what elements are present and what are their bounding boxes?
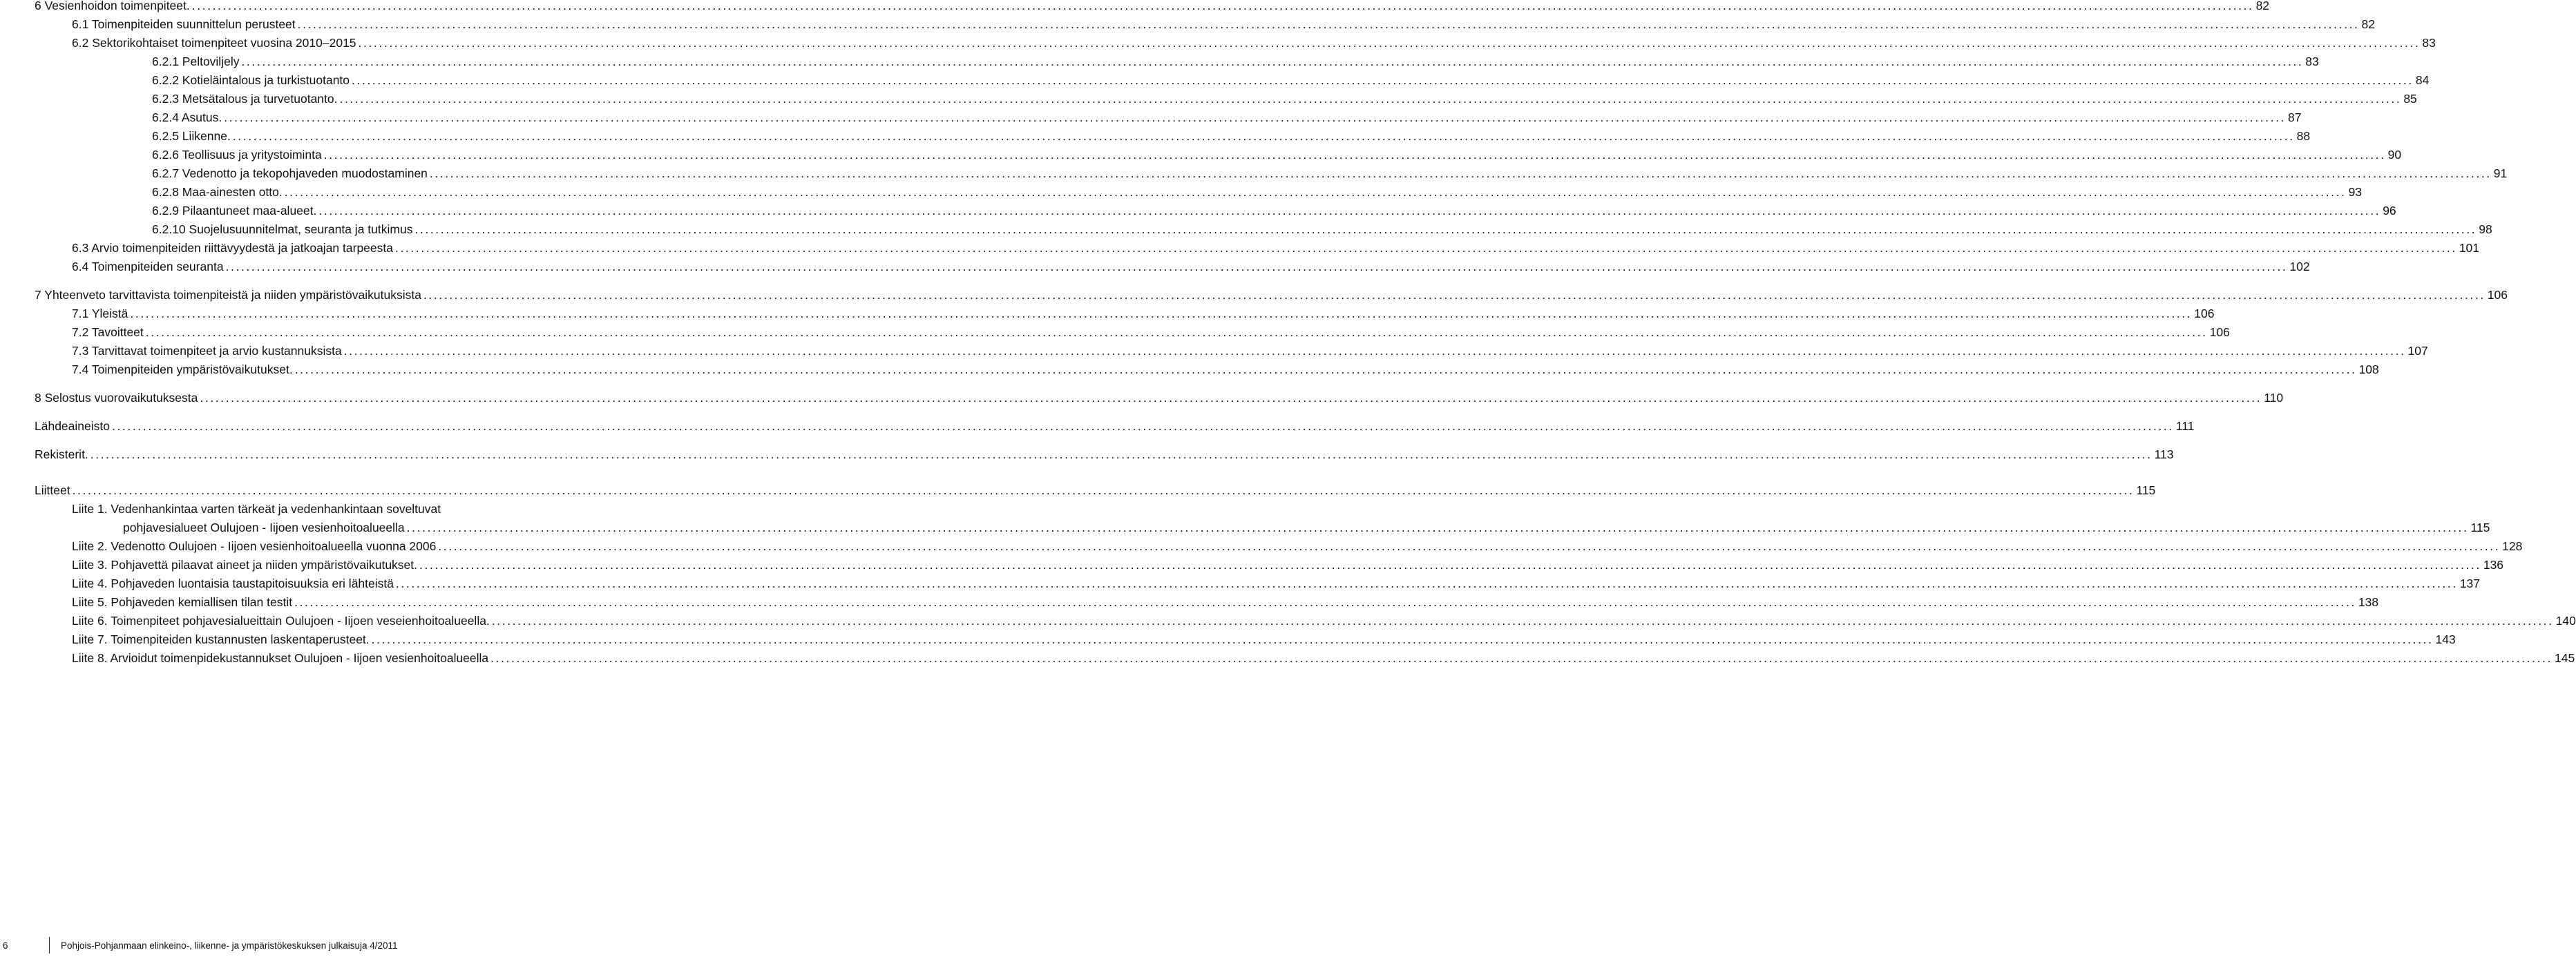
toc-entry[interactable]: [72, 15, 2375, 33]
toc-entry[interactable]: [72, 537, 2523, 555]
toc-entry-label: 6.3 Arvio toimenpiteiden riittävyydestä ja jatkoajan tarpeesta: [72, 241, 393, 255]
toc-leader: ................................................................................................................................................................................................................................................................................................................................................................................................................: [191, 0, 2254, 12]
toc-leader: ................................................................................................................................................................................................................................................................................................................................................................................................................: [491, 614, 2554, 628]
toc-entry-page: 82: [2255, 0, 2270, 12]
toc-entry[interactable]: [152, 90, 2417, 108]
toc-leader: ................................................................................................................................................................................................................................................................................................................................................................................................................: [406, 521, 2469, 534]
toc-entry-page: 106: [2209, 325, 2230, 339]
toc-entry[interactable]: [35, 417, 2195, 435]
toc-entry-label: 6.2.5 Liikenne.: [152, 129, 231, 143]
toc-leader: ................................................................................................................................................................................................................................................................................................................................................................................................................: [318, 204, 2381, 218]
toc-entry[interactable]: [35, 445, 2174, 463]
toc-leader: ................................................................................................................................................................................................................................................................................................................................................................................................................: [145, 325, 2208, 339]
toc-entry-label: 6.2.7 Vedenotto ja tekopohjaveden muodostaminen: [152, 166, 428, 180]
toc-entry-page: 136: [2483, 558, 2504, 572]
toc-leader: ................................................................................................................................................................................................................................................................................................................................................................................................................: [395, 241, 2457, 255]
toc-entry-label: 7.3 Tarvittavat toimenpiteet ja arvio kustannuksista: [72, 344, 342, 358]
toc-entry-label: 6.1 Toimenpiteiden suunnittelun perusteet: [72, 17, 296, 31]
toc-entry[interactable]: [72, 500, 660, 518]
toc-entry-label: Liite 8. Arvioidut toimenpidekustannukset Oulujoen - Iijoen vesienhoitoalueella: [72, 651, 489, 665]
toc-entry-page: 113: [2154, 447, 2174, 461]
toc-entry[interactable]: [35, 0, 2270, 14]
toc-leader: ................................................................................................................................................................................................................................................................................................................................................................................................................: [323, 148, 2386, 162]
toc-entry-label: Liitteet: [35, 483, 70, 497]
toc-entry-label: 6.2.3 Metsätalous ja turvetuotanto.: [152, 92, 338, 106]
toc-entry-page: 111: [2175, 419, 2195, 433]
toc-leader: ................................................................................................................................................................................................................................................................................................................................................................................................................: [490, 651, 2553, 665]
toc-entry-label: 6.2.2 Kotieläintalous ja turkistuotanto: [152, 73, 350, 87]
toc-entry-page: 138: [2358, 595, 2379, 609]
toc-entry-page: 106: [2487, 288, 2508, 302]
toc-entry[interactable]: [35, 481, 2156, 499]
toc-entry[interactable]: [152, 108, 2302, 126]
page-number: 6: [3, 940, 8, 951]
toc-leader: ................................................................................................................................................................................................................................................................................................................................................................................................................: [224, 110, 2287, 124]
toc-entry-label: pohjavesialueet Oulujoen - Iijoen vesienhoitoalueella: [123, 521, 405, 534]
toc-leader: ................................................................................................................................................................................................................................................................................................................................................................................................................: [241, 55, 2304, 68]
toc-entry[interactable]: [72, 258, 2310, 276]
toc-entry-page: 106: [2194, 307, 2215, 320]
toc-entry[interactable]: [72, 323, 2230, 341]
toc-entry-label: 6.2.4 Asutus.: [152, 110, 222, 124]
toc-entry-label: Liite 4. Pohjaveden luontaisia taustapitoisuuksia eri lähteistä: [72, 577, 394, 590]
toc-leader: ................................................................................................................................................................................................................................................................................................................................................................................................................: [423, 288, 2486, 302]
toc-leader: ................................................................................................................................................................................................................................................................................................................................................................................................................: [438, 539, 2501, 553]
toc-leader: ................................................................................................................................................................................................................................................................................................................................................................................................................: [130, 307, 2193, 320]
toc-entry[interactable]: [35, 286, 2508, 304]
toc-entry-label: Liite 3. Pohjavettä pilaavat aineet ja niiden ympäristövaikutukset.: [72, 558, 418, 572]
toc-entry-page: 140: [2555, 614, 2576, 628]
toc-entry[interactable]: [72, 630, 2456, 648]
toc-entry-page: 88: [2296, 129, 2311, 143]
toc-entry-label: Liite 7. Toimenpiteiden kustannusten laskentaperusteet.: [72, 632, 370, 646]
toc-entry[interactable]: [72, 649, 2575, 667]
toc-entry-page: 93: [2348, 185, 2363, 199]
toc-entry-page: 128: [2502, 539, 2523, 553]
toc-entry-label: 6.4 Toimenpiteiden seuranta: [72, 260, 224, 273]
toc-entry[interactable]: [72, 342, 2428, 360]
toc-entry-page: 137: [2459, 577, 2481, 590]
toc-entry-page: 108: [2358, 362, 2379, 376]
toc-entry-label: Liite 1. Vedenhankintaa varten tärkeät ja vedenhankintaan soveltuvat: [72, 502, 441, 516]
toc-entry[interactable]: [123, 519, 2490, 536]
toc-entry[interactable]: [72, 574, 2481, 592]
toc-leader: ................................................................................................................................................................................................................................................................................................................................................................................................................: [352, 73, 2414, 87]
toc-entry[interactable]: [152, 52, 2319, 70]
toc-entry-label: 7 Yhteenveto tarvittavista toimenpiteistä ja niiden ympäristövaikutuksista: [35, 288, 421, 302]
toc-leader: ................................................................................................................................................................................................................................................................................................................................................................................................................: [72, 483, 2135, 497]
footer-divider: [49, 937, 50, 954]
publication-title: Pohjois-Pohjanmaan elinkeino-, liikenne- ja ympäristökeskuksen julkaisuja 4/2011: [61, 940, 398, 951]
toc-entry[interactable]: [152, 202, 2396, 220]
toc-entry-page: 85: [2403, 92, 2417, 106]
toc-entry-label: 7.1 Yleistä: [72, 307, 128, 320]
toc-leader: ................................................................................................................................................................................................................................................................................................................................................................................................................: [232, 129, 2295, 143]
toc-entry-page: 84: [2415, 73, 2430, 87]
toc-entry[interactable]: [72, 360, 2379, 378]
toc-leader: ................................................................................................................................................................................................................................................................................................................................................................................................................: [90, 447, 2153, 461]
toc-entry[interactable]: [152, 146, 2402, 164]
toc-leader: ................................................................................................................................................................................................................................................................................................................................................................................................................: [371, 632, 2434, 646]
toc-leader: ................................................................................................................................................................................................................................................................................................................................................................................................................: [358, 36, 2421, 50]
toc-entry-label: Liite 6. Toimenpiteet pohjavesialueittain Oulujoen - Iijoen veseienhoitoalueella.: [72, 614, 490, 628]
toc-leader: ................................................................................................................................................................................................................................................................................................................................................................................................................: [294, 595, 2356, 609]
toc-entry-label: 6.2 Sektorikohtaiset toimenpiteet vuosina 2010–2015: [72, 36, 356, 50]
toc-entry[interactable]: [72, 612, 2576, 630]
toc-entry-label: Rekisterit.: [35, 447, 88, 461]
toc-entry-page: 90: [2387, 148, 2402, 162]
toc-entry-label: 6 Vesienhoidon toimenpiteet.: [35, 0, 190, 12]
toc-entry-label: 8 Selostus vuorovaikutuksesta: [35, 391, 198, 405]
toc-leader: ................................................................................................................................................................................................................................................................................................................................................................................................................: [429, 166, 2492, 180]
toc-entry-page: 101: [2459, 241, 2480, 255]
page-footer: [0, 936, 663, 957]
toc-leader: ................................................................................................................................................................................................................................................................................................................................................................................................................: [396, 577, 2458, 590]
toc-entry-page: 145: [2555, 651, 2575, 665]
toc-entry[interactable]: [152, 183, 2363, 201]
toc-entry[interactable]: [152, 164, 2508, 182]
toc-entry[interactable]: [72, 304, 2215, 322]
toc-entry-page: 98: [2479, 222, 2492, 236]
toc-entry[interactable]: [152, 127, 2311, 145]
toc-entry-label: 6.2.6 Teollisuus ja yritystoiminta: [152, 148, 322, 162]
toc-entry[interactable]: [152, 71, 2430, 89]
toc-entry-page: 115: [2470, 521, 2490, 534]
toc-entry-label: 7.2 Tavoitteet: [72, 325, 144, 339]
toc-entry-label: 7.4 Toimenpiteiden ympäristövaikutukset.: [72, 362, 293, 376]
toc-entry-page: 83: [2422, 36, 2436, 50]
toc-entry-page: 91: [2493, 166, 2508, 180]
toc-entry[interactable]: [35, 389, 2284, 407]
toc-entry-label: 6.2.8 Maa-ainesten otto.: [152, 185, 283, 199]
toc-entry-page: 110: [2264, 391, 2284, 405]
toc-leader: ................................................................................................................................................................................................................................................................................................................................................................................................................: [414, 222, 2477, 236]
toc-leader: ................................................................................................................................................................................................................................................................................................................................................................................................................: [419, 558, 2481, 572]
toc-leader: ................................................................................................................................................................................................................................................................................................................................................................................................................: [343, 344, 2406, 358]
toc-entry-page: 83: [2305, 55, 2319, 68]
toc-entry[interactable]: [152, 220, 2492, 238]
toc-leader: ................................................................................................................................................................................................................................................................................................................................................................................................................: [294, 362, 2357, 376]
toc-leader: ................................................................................................................................................................................................................................................................................................................................................................................................................: [200, 391, 2262, 405]
toc-entry-page: 115: [2136, 483, 2156, 497]
toc-entry-label: 6.2.1 Peltoviljely: [152, 55, 240, 68]
toc-leader: ................................................................................................................................................................................................................................................................................................................................................................................................................: [225, 260, 2288, 273]
toc-entry-label: 6.2.9 Pilaantuneet maa-alueet.: [152, 204, 317, 218]
toc-leader: ................................................................................................................................................................................................................................................................................................................................................................................................................: [284, 185, 2347, 199]
toc-leader: ................................................................................................................................................................................................................................................................................................................................................................................................................: [339, 92, 2402, 106]
toc-entry-page: 82: [2361, 17, 2375, 31]
toc-entry-page: 143: [2435, 632, 2456, 646]
toc-entry-label: Liite 5. Pohjaveden kemiallisen tilan testit: [72, 595, 293, 609]
toc-leader: ................................................................................................................................................................................................................................................................................................................................................................................................................: [297, 17, 2360, 31]
toc-entry-page: 96: [2383, 204, 2396, 218]
toc-entry-label: Liite 2. Vedenotto Oulujoen - Iijoen vesienhoitoalueella vuonna 2006: [72, 539, 437, 553]
toc-entry-label: Lähdeaineisto: [35, 419, 110, 433]
toc-entry-label: 6.2.10 Suojelusuunnitelmat, seuranta ja tutkimus: [152, 222, 413, 236]
toc-entry[interactable]: [72, 239, 2480, 257]
toc-entry-page: 102: [2289, 260, 2310, 273]
toc-entry[interactable]: [72, 34, 2436, 52]
toc-leader: ................................................................................................................................................................................................................................................................................................................................................................................................................: [111, 419, 2174, 433]
toc-entry-page: 87: [2288, 110, 2302, 124]
toc-entry-page: 107: [2407, 344, 2428, 358]
toc-entry[interactable]: [72, 556, 2504, 574]
toc-entry[interactable]: [72, 593, 2379, 611]
